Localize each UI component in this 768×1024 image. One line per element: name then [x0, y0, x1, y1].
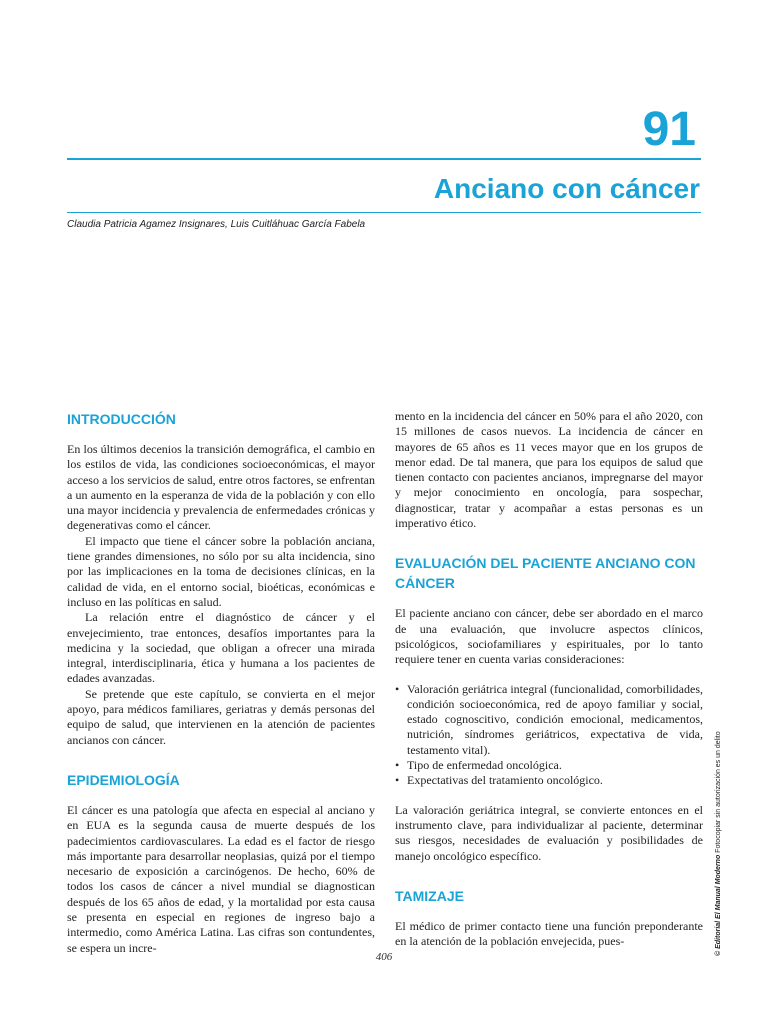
list-item-text: Valoración geriátrica integral (funcionalidad, comorbilidades, condición socioeconómica, red de apoyo familiar y social, estado cognoscitivo, condición emocional, medicamentos, nutrición, síndromes geriátricos, expectativa de vida, testamento vital). — [407, 681, 703, 757]
intro-paragraph-2: El impacto que tiene el cáncer sobre la población anciana, tiene grandes dimensiones, no sólo por su alta incidencia, sino por las implicaciones en la toma de decisiones clínicas, en la calidad de vida, en el entorno social, bioéticas, económicas e incluso en las políticas en salud. — [67, 533, 375, 609]
section-heading-evaluacion: EVALUACIÓN DEL PACIENTE ANCIANO CON CÁNCER — [395, 555, 696, 592]
left-column — [67, 409, 375, 956]
right-column — [395, 409, 703, 949]
evaluacion-paragraph-1: El paciente anciano con cáncer, debe ser abordado en el marco de una evaluación, que involucre aspectos clínicos, psicológicos, sociofamiliares y espirituales, por lo tanto requiere tener en cuenta varias consideraciones: — [395, 606, 703, 667]
copyright-text: Fotocopiar sin autorización es un delito — [715, 731, 722, 853]
bullet-icon: • — [395, 681, 400, 696]
title-rule-lower — [67, 212, 701, 213]
section-heading-introduccion: INTRODUCCIÓN — [67, 411, 176, 427]
bullet-icon: • — [395, 758, 400, 773]
section-gap — [395, 531, 703, 553]
intro-paragraph-3: La relación entre el diagnóstico de cáncer y el envejecimiento, trae entonces, desafíos importantes para la medicina y la sociedad, que obligan a ofrecer una mirada integral, interdisciplinaria, ética y humana a los pacientes de edades avanzadas. — [67, 610, 375, 686]
title-rule — [67, 158, 701, 160]
copyright-side-note — [715, 731, 723, 956]
chapter-title: Anciano con cáncer — [433, 173, 700, 204]
copyright-publisher: © Editorial El Manual Moderno — [715, 854, 722, 956]
section-gap — [395, 864, 703, 886]
list-item — [395, 758, 703, 773]
section-heading-epidemiologia: EPIDEMIOLOGÍA — [67, 771, 180, 788]
epidemiologia-paragraph-1: El cáncer es una patología que afecta en especial al anciano y en EUA es la segunda causa de muerte después de los padecimientos cardiovasculares. La edad es el factor de riesgo más importante para desarrollar neoplasias, quizá por el tiempo necesario de exposición a carcinógenos. De hecho, 60% de todos los casos de cáncer a nivel mundial se diagnostican después de los 65 años de edad, y la mortalidad por esta causa se presenta en especial en regiones de ingreso bajo a intermedio, como América Latina. Las cifras son contundentes, se espera un incre- — [67, 802, 375, 955]
list-item-text: Expectativas del tratamiento oncológico. — [407, 773, 603, 788]
evaluacion-paragraph-2: La valoración geriátrica integral, se convierte entonces en el instrumento clave, para individualizar al paciente, determinar sus riesgos, necesidades de evaluación y posibilidades de manejo oncológico específico. — [395, 802, 703, 863]
epidemiologia-continued-paragraph: mento en la incidencia del cáncer en 50% para el año 2020, con 15 millones de casos nuevos. La incidencia de cáncer en mayores de 65 años es 11 veces mayor que en los grupos de menor edad. De tal manera, que para los equipos de salud que tienen contacto con pacientes ancianos, impregnarse del mayor y mejor conocimiento en oncología, para sospechar, diagnosticar, tratar y acompañar a estas personas es un imperativo ético. — [395, 409, 703, 531]
intro-paragraph-1: En los últimos decenios la transición demográfica, el cambio en los estilos de vida, las condiciones socioeconómicas, el mayor acceso a los servicios de salud, entre otros factores, se enfrentan a un aumento en la esperanza de vida de la población y con ello una mayor incidencia y prevalencia de enfermedades crónicas y degenerativas como el cáncer. — [67, 442, 375, 533]
section-heading-tamizaje: TAMIZAJE — [395, 887, 464, 904]
chapter-number: 91 — [642, 103, 696, 156]
bullet-icon: • — [395, 773, 400, 788]
section-gap — [67, 748, 375, 770]
authors-line: Claudia Patricia Agamez Insignares, Luis Cuitláhuac García Fabela — [67, 219, 366, 230]
tamizaje-paragraph-1: El médico de primer contacto tiene una función preponderante en la atención de la población envejecida, pues- — [395, 918, 703, 949]
page-number: 406 — [375, 951, 393, 963]
list-item — [395, 773, 703, 788]
list-item — [395, 682, 703, 758]
considerations-list — [395, 682, 703, 789]
intro-paragraph-4: Se pretende que este capítulo, se convierta en el mejor apoyo, para médicos familiares, geriatras y demás personas del equipo de salud, que intervienen en la atención de pacientes ancianos con cáncer. — [67, 686, 375, 747]
list-item-text: Tipo de enfermedad oncológica. — [407, 758, 562, 773]
